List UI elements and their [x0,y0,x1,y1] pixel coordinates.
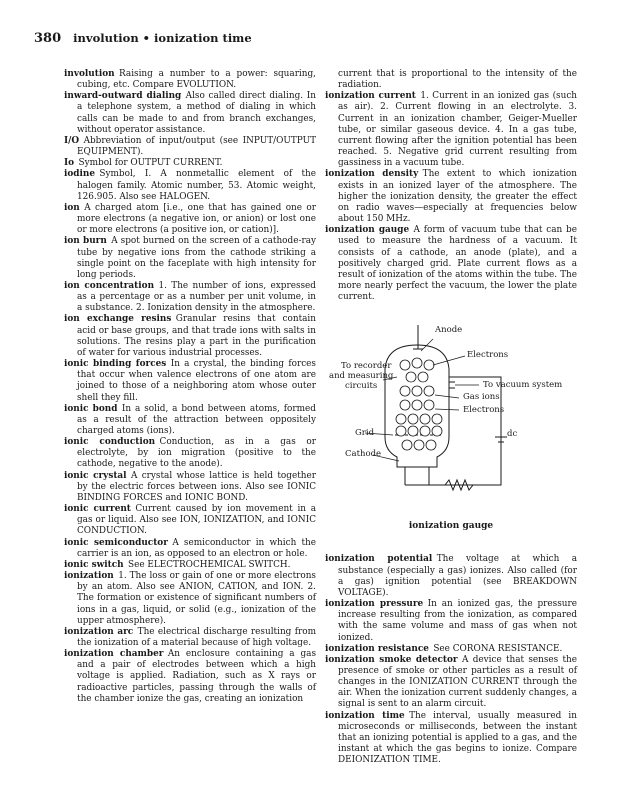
dictionary-entry [64,169,316,202]
label-to-vacuum-system: To vacuum system [483,380,563,391]
dictionary-entry [325,655,577,711]
entry-definition: Also called direct dialing. In a telephone system, a method of dialing in which calls can be made to and from branch exchanges, without operator assistance. [77,91,317,135]
entry-definition: The interval, usually measured in microseconds or milliseconds, between the instant that an ionizing potential is applied to a gas, and the instant at which the gas begins to ionize. Compare DEIONIZATION TIME. [338,710,577,766]
dictionary-entry [64,571,316,627]
entry-term: Io [64,158,75,169]
label-cathode: Cathode [345,449,382,460]
entry-term: ionization pressure [325,599,424,610]
dictionary-entry [64,649,316,705]
entry-term: ion burn [64,236,107,247]
entry-term: involution [64,69,115,79]
dictionary-entry [64,158,316,169]
particle-row-4 [400,400,434,410]
dictionary-entry [64,91,316,136]
entry-definition: See ELECTROCHEMICAL SWITCH. [128,559,291,570]
electrons-mid-leader [435,409,459,410]
entry-term: ionization smoke detector [325,654,458,665]
entry-definition: In a crystal, the binding forces that occur when valence electrons of one atom are joined to those of a neighboring atom whose outer shell they fill. [77,359,316,403]
right-column-bottom-entries [325,554,577,766]
dictionary-entry [64,538,316,560]
entry-term: ionic current [64,504,131,515]
entry-term: ionization [64,571,114,582]
dictionary-entry [325,169,577,225]
diagram-caption: ionization gauge [408,521,494,532]
entry-definition: The extent to which ionization exists in an ionized layer of the atmosphere. The higher the ionization density, the greater the effect on radio waves—especially at frequencies below about 150 MHz. [338,169,577,225]
right-column [325,69,577,766]
label-and-measuring: and measuring [329,371,394,382]
particle-row-1 [400,358,434,370]
entry-term: ionization resistance [325,643,429,654]
entry-term: I/O [64,135,80,146]
entry-definition: Abbreviation of input/output (see INPUT/OUTPUT EQUIPMENT). [77,135,316,158]
entry-definition: Current caused by ion movement in a gas or liquid. Also see ION, IONIZATION, and IONIC CONDUCTION. [77,504,316,537]
entry-definition: In an ionized gas, the pressure increase resulting from the ionization, as compared with the same volume and mass of gas when not ionized. [338,599,577,643]
dictionary-entry [325,225,577,303]
dictionary-entry [64,404,316,437]
entry-term: ionization time [325,710,405,721]
dictionary-entry [64,560,316,571]
entry-term: ion concentration [64,280,155,291]
dictionary-entry [64,504,316,537]
dictionary-entry [64,314,316,359]
header-title: involution • ionization time [73,31,252,45]
dictionary-entry [64,627,316,649]
entry-term: ionization arc [64,626,134,637]
entry-term: ionization density [325,169,419,180]
entry-term: ionization current [325,91,416,102]
dictionary-entry [325,644,577,655]
particle-row-6 [396,426,442,436]
entry-definition: Granular resins that contain acid or base groups, and that trade ions with salts in solutions. The resins play a part in the purification of water for various industrial processes. [77,314,316,358]
entry-definition: In a solid, a bond between atoms, formed as a result of the attraction between oppositely charged atoms (ions). [77,403,316,436]
entry-definition: A spot burned on the screen of a cathode-ray tube by negative ions from the cathode striking a single point on the faceplate with high intensity for long periods. [77,236,317,280]
dictionary-entry [64,236,316,281]
dictionary-entry [325,91,577,169]
dictionary-entry [64,437,316,470]
dictionary-entry [64,136,316,158]
entry-definition: The electrical discharge resulting from the ionization of a material because of high voltage. [77,626,316,648]
entry-term: ionic switch [64,559,124,570]
page-number: 380 [34,31,62,46]
dictionary-entry [64,281,316,314]
entry-definition: Symbol for OUTPUT CURRENT. [78,158,223,169]
dictionary-entry [64,471,316,504]
label-anode: Anode [435,325,463,336]
label-to-recorder: To recorder [341,361,392,372]
entry-term: ionic semiconductor [64,537,168,548]
entry-definition: 1. Current in an ionized gas (such as air). 2. Current flowing in an electrolyte. 3. Current in an ionization chamber, Geiger-Mueller tube, or similar gaseous device. 4. In a gas tube, current flowing after the ignition potential has been reached. 5. Negative grid current resulting from gassiness in a vacuum tube. [338,91,578,169]
dictionary-entry [325,599,577,644]
entry-definition: The voltage at which a substance (especially a gas) ionizes. Also called (for a gas) ignition potential (see BREAKDOWN VOLTAGE). [338,554,577,598]
left-column [64,69,316,705]
particle-row-7 [402,440,436,450]
entry-definition: current that is proportional to the intensity of the radiation. [338,69,577,91]
entry-definition: 1. The loss or gain of one or more electrons by an atom. Also see ANION, CATION, and ION. 2. The formation or existence of significant numbers of ions in a gas, liquid, or solid (e.g., ionization of the upper atmosphere). [77,571,316,626]
dictionary-entry [64,203,316,236]
entry-term: ionic binding forces [64,359,167,370]
ionization-gauge-diagram [325,325,577,521]
label-circuits: circuits [345,381,378,392]
dictionary-entry [64,359,316,404]
entry-term: ion exchange resins [64,314,172,325]
entry-definition: Conduction, as in a gas or electrolyte, by ion migration (positive to the cathode, negative to the anode). [77,437,316,470]
entry-definition: An enclosure containing a gas and a pair of electrodes between which a high voltage is applied. Radiation, such as X rays or radioactive particles, passing through the walls of the chamber ionize the gas, creating an ionization [77,649,316,704]
entry-term: ion [64,202,80,213]
right-column-top-entries [325,69,577,303]
entry-definition: See CORONA RESISTANCE. [433,643,563,654]
label-gas-ions: Gas ions [463,392,500,403]
entry-term: ionic bond [64,403,118,414]
particle-row-5 [396,414,442,424]
label-electrons-mid: Electrons [463,405,505,416]
dictionary-entry [325,69,577,91]
dictionary-entry [325,711,577,767]
entry-term: inward-outward dialing [64,91,182,102]
dictionary-entry [64,69,316,91]
entry-term: ionic crystal [64,470,127,481]
label-grid: Grid [355,428,375,439]
entry-term: ionization potential [325,554,433,565]
dictionary-entry [325,554,577,599]
particle-row-3 [400,386,434,396]
electrons-top-leader [433,356,465,365]
entry-definition: Raising a number to a power: squaring, cubing, etc. Compare EVOLUTION. [77,69,316,91]
entry-definition: Symbol, I. A nonmetallic element of the halogen family. Atomic number, 53. Atomic weight, 126.905. Also see HALOGEN. [77,169,316,202]
running-header [34,31,252,46]
entry-definition: A crystal whose lattice is held together by the electric forces between ions. Also see IONIC BINDING FORCES and IONIC BOND. [77,470,316,503]
entry-term: iodine [64,169,95,180]
entry-term: ionization gauge [325,225,410,236]
label-dc: dc [507,429,518,440]
particle-row-2 [406,372,428,382]
entry-term: ionization chamber [64,649,164,660]
entry-definition: A device that senses the presence of smoke or other particles as a result of changes in the IONIZATION CURRENT through the air. When the ionization current suddenly changes, a signal is sent to an alarm circuit. [338,654,578,710]
entry-definition: A semiconductor in which the carrier is an ion, as opposed to an electron or hole. [77,537,316,559]
ionization-gauge-illustration [325,325,577,521]
entry-definition: 1. The number of ions, expressed as a percentage or as a number per unit volume, in a substance. 2. Ionization density in the atmosphere. [77,280,316,314]
gas-ions-leader [435,395,459,398]
label-electrons-top: Electrons [467,350,509,361]
entry-definition: A form of vacuum tube that can be used to measure the hardness of a vacuum. It consists of a cathode, an anode (plate), and a positively charged grid. Plate current flows as a result of ionization of the atoms within the tube. The more nearly perfect the vacuum, the lower the plate current. [338,225,577,303]
entry-definition: A charged atom [i.e., one that has gained one or more electrons (a negative ion, or anion) or lost one or more electrons (a positive ion, or cation)]. [77,202,316,236]
entry-term: ionic conduction [64,437,156,448]
